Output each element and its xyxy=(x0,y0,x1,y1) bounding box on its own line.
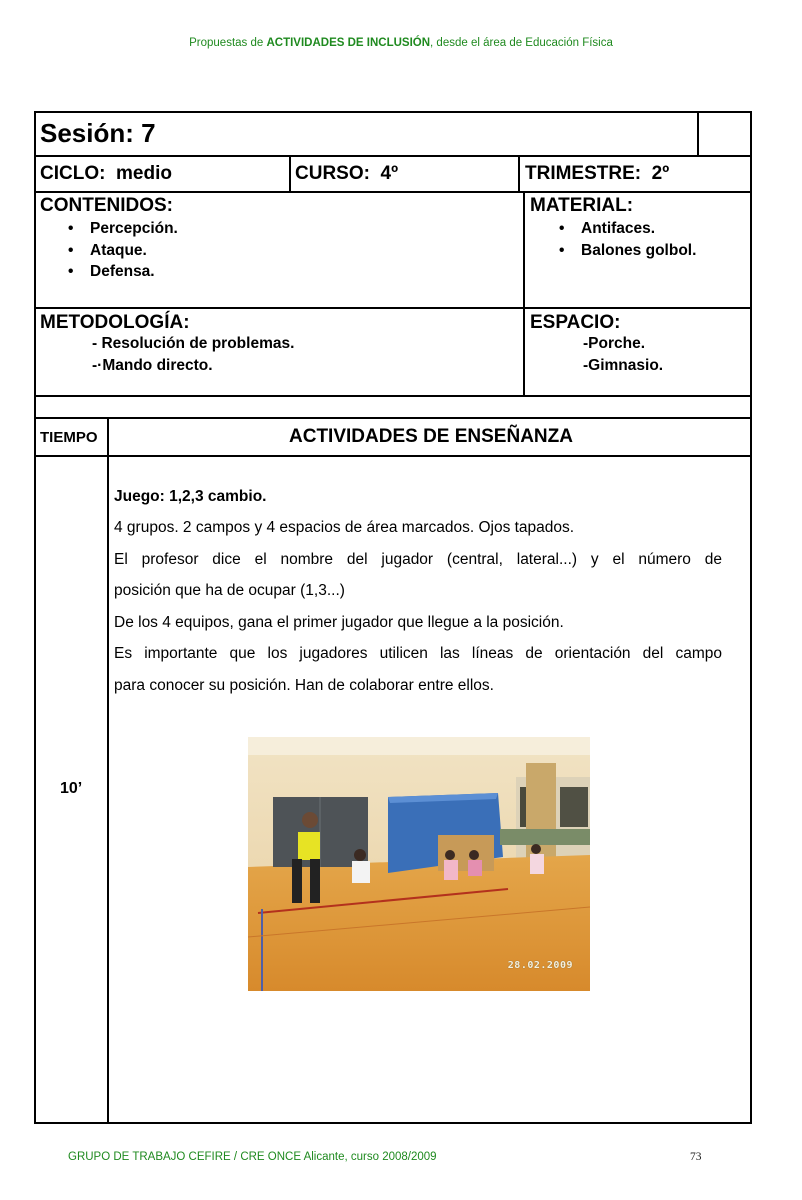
curso-label: CURSO: xyxy=(295,163,370,184)
row-divider xyxy=(34,307,752,309)
activity-line: El profesor dice el nombre del jugador (central, lateral...) y el número de xyxy=(114,551,722,568)
session-title: Sesión: 7 xyxy=(40,118,156,148)
gym-photo xyxy=(248,737,590,991)
column-divider xyxy=(523,191,525,397)
column-divider xyxy=(697,111,699,157)
contenidos-list xyxy=(64,218,178,283)
list-item: • Percepción. xyxy=(64,218,178,240)
list-item: • Ataque. xyxy=(64,240,178,262)
tiempo-header: TIEMPO xyxy=(40,429,98,446)
footer-text: GRUPO DE TRABAJO CEFIRE / CRE ONCE Alicante, curso 2008/2009 xyxy=(68,1151,437,1163)
ciclo-field xyxy=(40,163,172,185)
column-divider xyxy=(107,417,109,1124)
header-prefix: Propuestas de xyxy=(189,37,267,49)
list-item: -Gimnasio. xyxy=(583,356,664,374)
activity-line: 4 grupos. 2 campos y 4 espacios de área marcados. Ojos tapados. xyxy=(114,519,575,536)
row-divider xyxy=(34,191,752,193)
gym-scene xyxy=(248,737,590,991)
header-bold: ACTIVIDADES DE INCLUSIÓN xyxy=(266,37,431,49)
row-divider xyxy=(34,155,752,157)
list-item: • Defensa. xyxy=(64,261,178,283)
row-divider xyxy=(34,417,752,419)
list-item: • Antifaces. xyxy=(555,218,696,240)
contenidos-title: CONTENIDOS: xyxy=(40,195,173,216)
photo-date-stamp: 28.02.2009 xyxy=(507,960,573,971)
actividades-header: ACTIVIDADES DE ENSEÑANZA xyxy=(289,426,573,447)
metodologia-list xyxy=(92,333,294,376)
activity-line: posición que ha de ocupar (1,3...) xyxy=(114,582,345,599)
game-title: Juego: 1,2,3 cambio. xyxy=(114,488,267,505)
page-header xyxy=(0,37,802,49)
activity-time: 10’ xyxy=(60,780,83,797)
column-divider xyxy=(289,155,291,193)
list-item: -Porche. xyxy=(583,335,646,352)
espacio-list xyxy=(583,333,663,376)
list-item: -·Mando directo. xyxy=(92,356,213,374)
trimestre-value: 2º xyxy=(651,163,670,184)
page-number: 73 xyxy=(690,1151,702,1163)
column-divider xyxy=(518,155,520,193)
ciclo-label: CICLO: xyxy=(40,163,106,184)
curso-field xyxy=(295,163,398,185)
row-divider xyxy=(34,455,752,457)
trimestre-field xyxy=(525,163,669,185)
activity-line: De los 4 equipos, gana el primer jugador que llegue a la posición. xyxy=(114,614,564,631)
list-item: • Balones golbol. xyxy=(555,240,696,262)
curso-value: 4º xyxy=(380,163,399,184)
material-title: MATERIAL: xyxy=(530,195,634,216)
espacio-title: ESPACIO: xyxy=(530,312,621,333)
material-list xyxy=(555,218,696,261)
list-item: - Resolución de problemas. xyxy=(92,335,295,352)
header-suffix: , desde el área de Educación Física xyxy=(430,37,613,49)
row-divider xyxy=(34,395,752,397)
metodologia-title: METODOLOGÍA: xyxy=(40,312,190,333)
trimestre-label: TRIMESTRE: xyxy=(525,163,642,184)
ciclo-value: medio xyxy=(116,163,172,184)
activity-line: Es importante que los jugadores utilicen las líneas de orientación del campo xyxy=(114,645,722,662)
activity-line: para conocer su posición. Han de colaborar entre ellos. xyxy=(114,677,494,694)
